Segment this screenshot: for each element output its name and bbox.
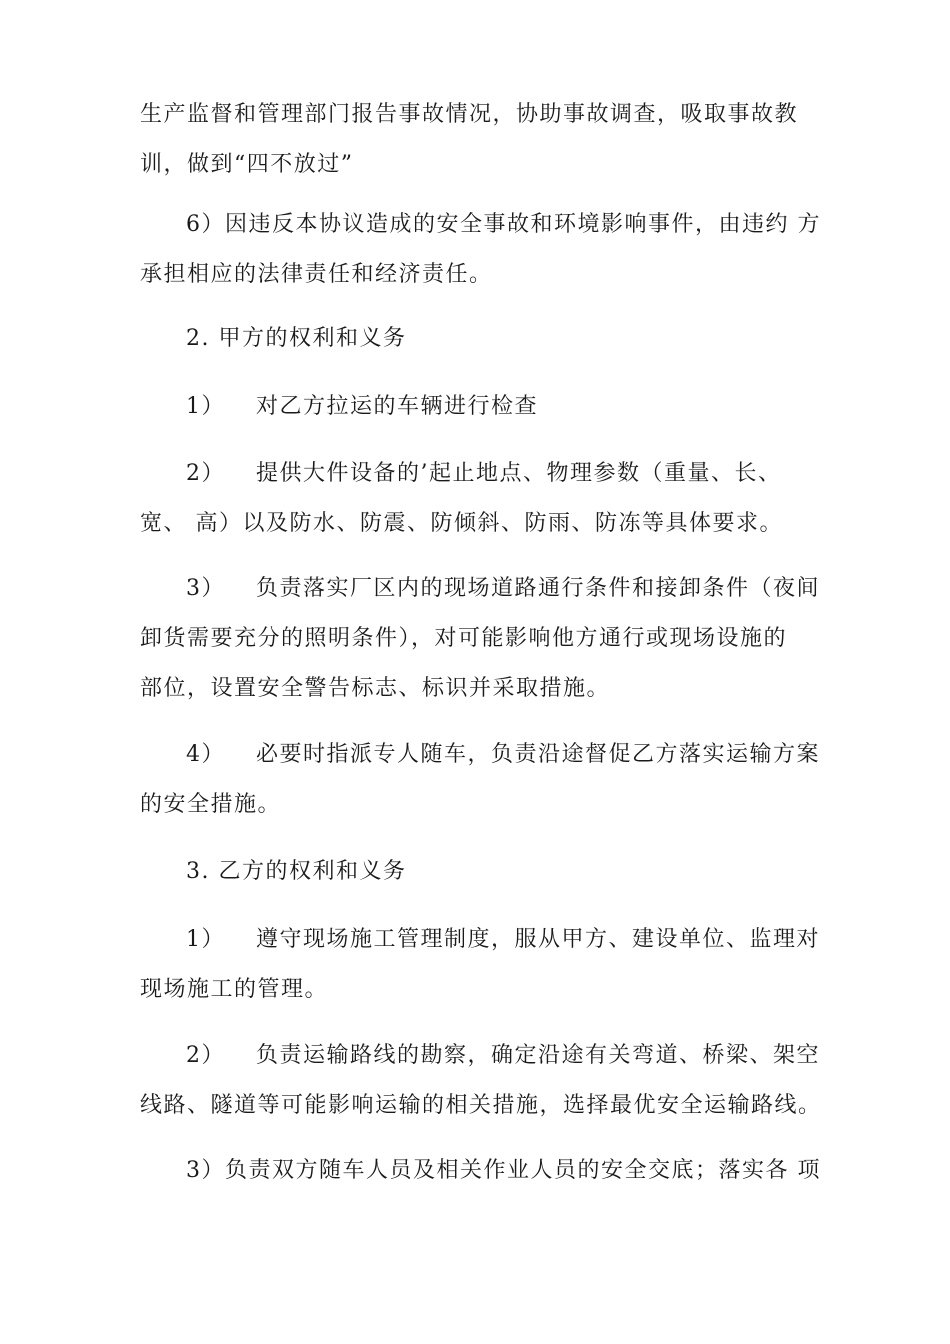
text-line: 现场施工的管理。 — [140, 977, 329, 1002]
section-heading: 2. 甲方的权利和义务 — [186, 326, 407, 351]
item-number: 2） — [186, 461, 225, 486]
item-number: 1） — [186, 927, 225, 952]
item-number: 4） — [186, 742, 225, 767]
item-text: 必要时指派专人随车，负责沿途督促乙方落实运输方案 — [256, 742, 821, 767]
item-text: 遵守现场施工管理制度，服从甲方、建设单位、监理对 — [256, 927, 821, 952]
list-item — [186, 574, 876, 604]
text-line: 3）负责双方随车人员及相关作业人员的安全交底；落实各 项 — [186, 1158, 821, 1183]
list-item — [186, 392, 876, 422]
text-line: 承担相应的法律责任和经济责任。 — [140, 262, 493, 287]
list-item — [186, 925, 876, 955]
item-text: 对乙方拉运的车辆进行检查 — [256, 394, 539, 419]
list-item — [186, 459, 876, 489]
text-line: 训，做到“四不放过” — [140, 152, 354, 177]
list-item — [186, 1041, 876, 1071]
text-line: 宽、 高）以及防水、防震、防倾斜、防雨、防冻等具体要求。 — [140, 511, 783, 536]
text-line: 生产监督和管理部门报告事故情况，协助事故调查，吸取事故教 — [140, 102, 799, 127]
text-line: 6）因违反本协议造成的安全事故和环境影响事件，由违约 方 — [186, 212, 821, 237]
item-number: 2） — [186, 1043, 225, 1068]
item-number: 1） — [186, 394, 225, 419]
text-line: 部位，设置安全警告标志、标识并采取措施。 — [140, 676, 611, 701]
item-text: 提供大件设备的’起止地点、物理参数（重量、长、 — [256, 461, 782, 486]
text-line: 卸货需要充分的照明条件），对可能影响他方通行或现场设施的 — [140, 626, 788, 651]
section-heading: 3. 乙方的权利和义务 — [186, 859, 407, 884]
item-text: 负责落实厂区内的现场道路通行条件和接卸条件（夜间 — [256, 576, 821, 601]
list-item — [186, 740, 876, 770]
item-text: 负责运输路线的勘察，确定沿途有关弯道、桥梁、架空 — [256, 1043, 821, 1068]
text-line: 线路、隧道等可能影响运输的相关措施，选择最优安全运输路线。 — [140, 1093, 822, 1118]
item-number: 3） — [186, 576, 225, 601]
text-line: 的安全措施。 — [140, 792, 282, 817]
